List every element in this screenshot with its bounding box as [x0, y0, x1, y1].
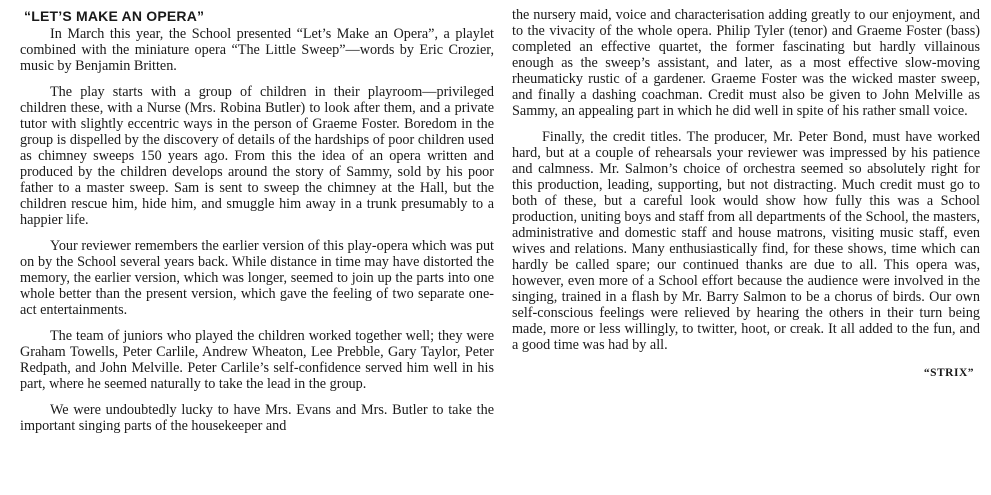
paragraph: the nursery maid, voice and characterisation adding greatly to our enjoyment, and to the vivacity of the whole opera. Philip Tyler (tenor) and Graeme Foster (bass) completed an effective quartet, the former fascinating but hardly villainous enough as the sweep’s assistant, and later, as a most effective slow-moving rheumaticky rustic of a gardener. Graeme Foster was the wicked master sweep, and finally a dashing coachman. Credit must also be given to John Melville as Sammy, an appealing part in which he did well in spite of his rather small voice.: [512, 7, 980, 119]
paragraph: Your reviewer remembers the earlier version of this play-opera which was put on by the School several years back. While distance in time may have distorted the memory, the earlier version, which was longer, seemed to join up the parts into one whole better than the present version, which gave the feeling of two separate one-act entertainments.: [20, 238, 494, 318]
article-title: “LET’S MAKE AN OPERA”: [24, 8, 205, 24]
paragraph: In March this year, the School presented “Let’s Make an Opera”, a playlet combined with the miniature opera “The Little Sweep”—words by Eric Crozier, music by Benjamin Britten.: [20, 26, 494, 74]
right-column: [512, 0, 980, 379]
paragraph: The play starts with a group of children in their playroom—privileged children these, with a Nurse (Mrs. Robina Butler) to look after them, and a private tutor with slightly eccentric ways in the person of Graeme Foster. Boredom in the group is dispelled by the discovery of details of the hardships of poor children used as chimney sweeps 150 years ago. From this the idea of an opera written and produced by the children develops around the story of Sammy, sold by his poor father to a master sweep. Sam is sent to sweep the chimney at the Hall, but the children rescue him, hide him, and smuggle him away in a trunk presumably to a happier life.: [20, 84, 494, 228]
author-signature: “STRIX”: [923, 367, 974, 379]
left-column: [20, 0, 494, 444]
paragraph: Finally, the credit titles. The producer, Mr. Peter Bond, must have worked hard, but at a couple of rehearsals your reviewer was impressed by his patience and calmness. Mr. Salmon’s choice of orchestra seemed so absolutely right for this production, leading, supporting, but not distracting. Much credit must go to both of these, but a careful look would show how fully this was a School production, uniting boys and staff from all departments of the School, the masters, administrative and domestic staff and house matrons, visiting music staff, even wives and relations. Many enthusiastically find, for these shows, time which can hardly be called spare; our continued thanks are due to all. This opera was, however, even more of a School effort because the audience were involved in the singing, trained in a flash by Mr. Barry Salmon to be a chorus of birds. Our own self-conscious feelings were relieved by hearing the others in their turn being made, more or less willingly, to twitter, hoot, or creak. It all added to the fun, and a good time was had by all.: [512, 129, 980, 353]
paragraph: We were undoubtedly lucky to have Mrs. Evans and Mrs. Butler to take the important singing parts of the housekeeper and: [20, 402, 494, 434]
paragraph: The team of juniors who played the children worked together well; they were Graham Towells, Peter Carlile, Andrew Wheaton, Lee Prebble, Gary Taylor, Peter Redpath, and John Melville. Peter Carlile’s self-confidence served him well in his part, where he seemed naturally to take the lead in the group.: [20, 328, 494, 392]
